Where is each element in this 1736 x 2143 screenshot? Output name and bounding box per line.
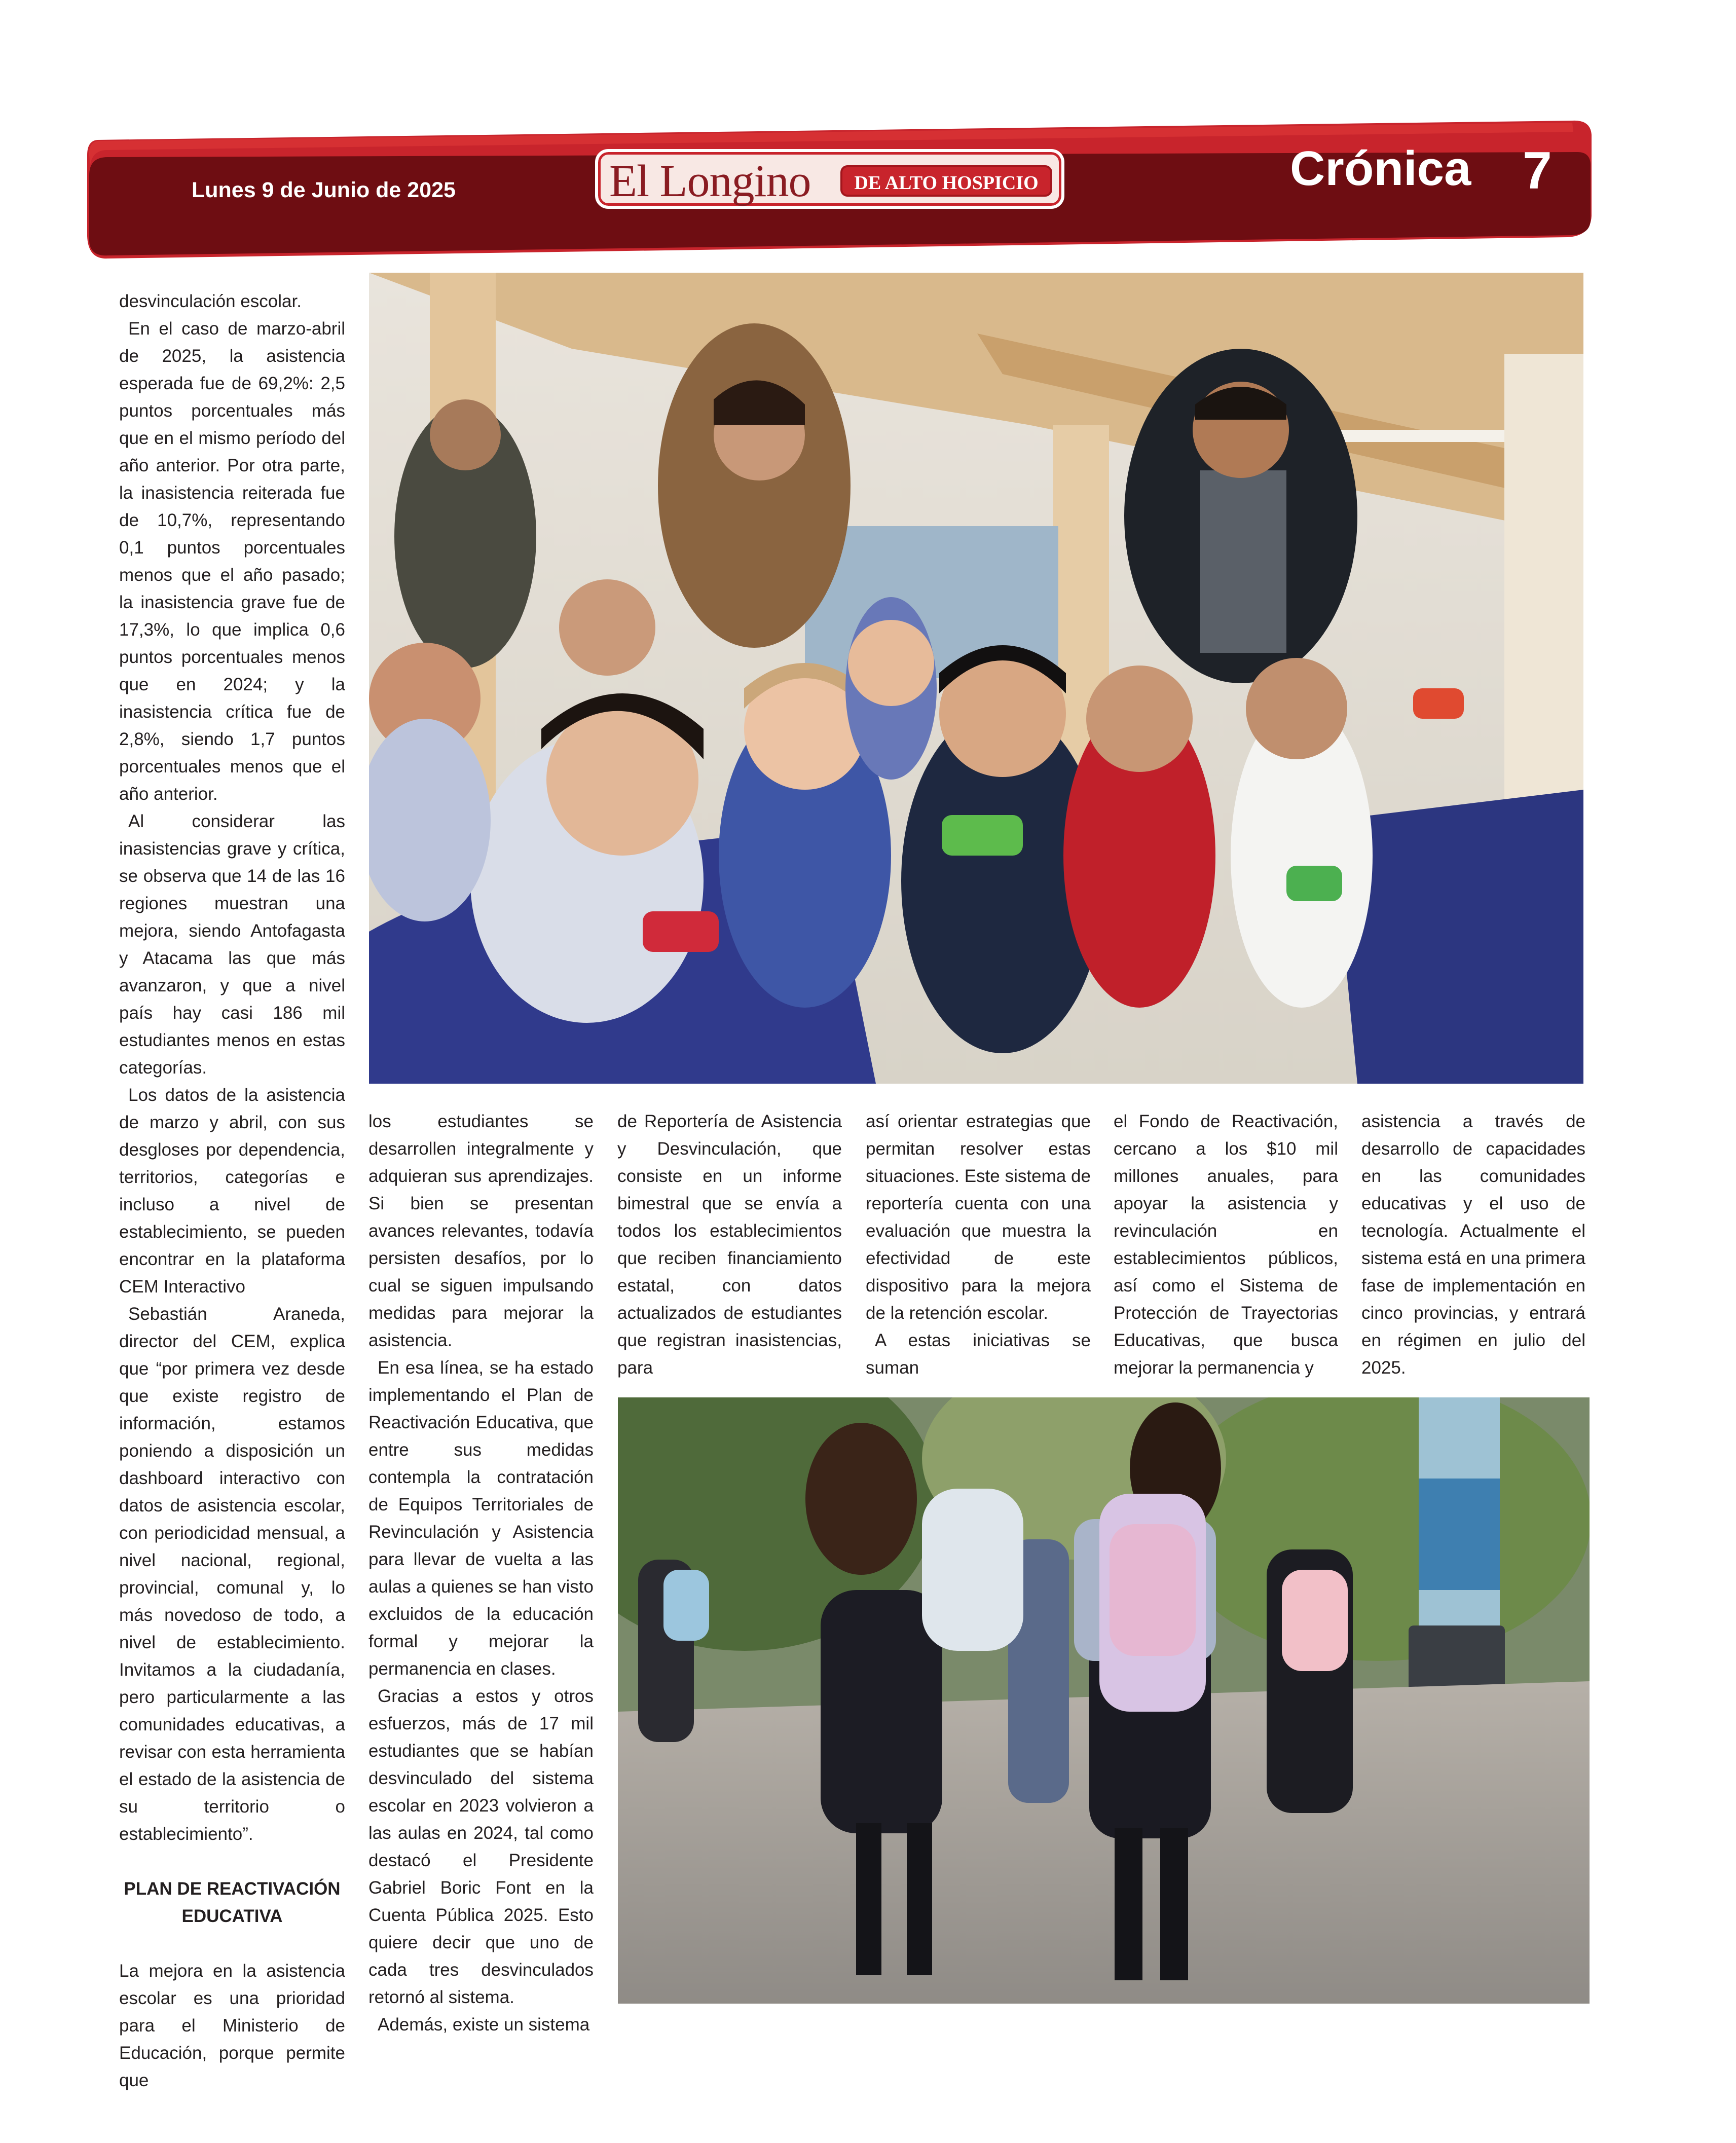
paragraph: Los datos de la asistencia de marzo y abril, con sus desgloses por dependencia, territorios, categorías e incluso a nivel de establecimiento, se pueden encontrar en la plataforma CEM Interactivo <box>119 1085 345 1297</box>
header-banner <box>87 120 1593 260</box>
article-column-3 <box>617 1108 842 1382</box>
paragraph: los estudiantes se desarrollen integralmente y adquieran sus aprendizajes. Si bien se presentan avances relevantes, todavía persisten desafíos, por lo cual se siguen impulsando medidas para mejorar la asistencia. <box>368 1112 594 1350</box>
logo-name: El Longino <box>609 156 811 206</box>
paragraph: así orientar estrategias que permitan resolver estas situaciones. Este sistema de reportería cuenta con una evaluación que muestra la efectividad de este dispositivo para la mejora de la retención escolar. <box>866 1112 1091 1323</box>
logo-tagline: DE ALTO HOSPICIO <box>840 165 1052 197</box>
paragraph: Sebastián Araneda, director del CEM, explica que “por primera vez desde que existe registro de información, estamos poniendo a disposición un dashboard interactivo con datos de asistencia escolar, con periodicidad mensual, a nivel nacional, regional, provincial, comunal y, lo más novedoso de todo, a nivel de establecimiento. Invitamos a la ciudadanía, pero particularmente a las comunidades educativas, a revisar con esta herramienta el estado de la asistencia de su territorio o establecimiento”. <box>119 1304 345 1844</box>
paragraph: Gracias a estos y otros esfuerzos, más de 17 mil estudiantes que se habían desvinculado del sistema escolar en 2023 volvieron a las aulas en 2024, tal como destacó el Presidente Gabriel Boric Font en la Cuenta Pública 2025. Esto quiere decir que uno de cada tres desvinculados retornó al sistema. <box>368 1686 594 2007</box>
paragraph: desvinculación escolar. <box>119 291 302 311</box>
paragraph: En el caso de marzo-abril de 2025, la asistencia esperada fue de 69,2%: 2,5 puntos porcentuales más que en el mismo período del año anterior. Por otra parte, la inasistencia reiterada fue de 10,7%, representando 0,1 puntos porcentuales menos que el año pasado; la inasistencia grave fue de 17,3%, lo que implica 0,6 puntos porcentuales menos que en 2024; y la inasistencia crítica fue de 2,8%, siendo 1,7 puntos porcentuales menos que el año anterior. <box>119 319 345 804</box>
paragraph: asistencia a través de desarrollo de capacidades en las comunidades educativas y el uso de tecnología. Actualmente el sistema está en una primera fase de implementación en cinco provincias, y entrará en régimen en julio del 2025. <box>1361 1112 1585 1378</box>
newspaper-logo <box>595 149 1064 209</box>
issue-date: Lunes 9 de Junio de 2025 <box>192 178 456 202</box>
article-column-5 <box>1114 1108 1338 1382</box>
subheading: PLAN DE REACTIVACIÓN EDUCATIVA <box>124 1879 341 1926</box>
paragraph: Además, existe un sistema <box>378 2015 590 2035</box>
paragraph: Al considerar las inasistencias grave y crítica, se observa que 14 de las 16 regiones muestran una mejora, siendo Antofagasta y Atacama las que más avanzaron, y que a nivel país hay casi 186 mil estudiantes menos en estas categorías. <box>119 811 345 1078</box>
page-number: 7 <box>1523 141 1552 200</box>
article-column-6 <box>1361 1108 1585 1382</box>
paragraph: de Reportería de Asistencia y Desvinculación, que consiste en un informe bimestral que se envía a todos los establecimientos que reciben financiamiento estatal, con datos actualizados de estudiantes que registran inasistencias, para <box>617 1112 842 1378</box>
paragraph: el Fondo de Reactivación, cercano a los $10 mil millones anuales, para apoyar la asistencia y revinculación en establecimientos públicos, así como el Sistema de Protección de Trayectorias Educativas, que busca mejorar la permanencia y <box>1114 1112 1338 1378</box>
photo-students-illustration <box>618 1397 1590 2004</box>
photo-students-walking <box>618 1397 1590 2004</box>
article-column-2 <box>368 1108 594 2039</box>
section-title: Crónica <box>1290 141 1471 196</box>
article-column-1 <box>119 288 345 2094</box>
paragraph: En esa línea, se ha estado implementando el Plan de Reactivación Educativa, que entre sus medidas contempla la contratación de Equipos Territoriales de Revinculación y Asistencia para llevar de vuelta a las aulas a quienes se han visto excluidos de la educación formal y mejorar la permanencia en clases. <box>368 1358 594 1679</box>
paragraph: La mejora en la asistencia escolar es una prioridad para el Ministerio de Educación, porque permite que <box>119 1961 345 2090</box>
article-column-4 <box>866 1108 1091 1382</box>
photo-children-at-school <box>369 273 1583 1084</box>
paragraph: A estas iniciativas se suman <box>866 1331 1091 1378</box>
photo-children-illustration <box>369 273 1583 1084</box>
